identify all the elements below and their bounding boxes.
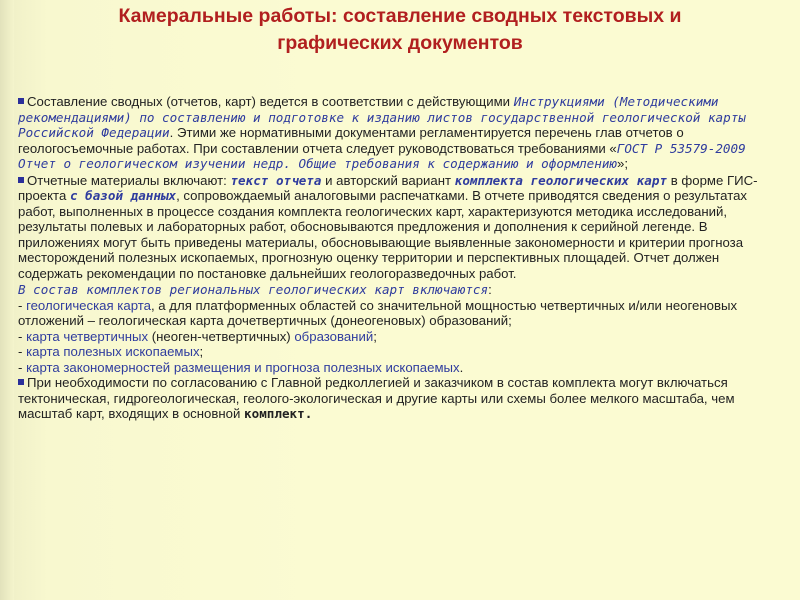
p1-instructions-ref: Инструкциями (Методическими рекомендациями) по составлению и подготовке к изданию листов государственной геологической карты Российской Федерации [18, 94, 746, 140]
p4-text-a: При необходимости по согласованию с Главной редколлегией и заказчиком в состав комплекта могут включаться тектоническая, гидрогеологическая, геолого-экологическая и другие карты или схемы более мелкого масштаба, чем масштаб карт, входящих в основной [18, 375, 735, 421]
list-item-minerals-map [18, 344, 780, 360]
p1-gost-ref: ГОСТ Р 53579-2009 Отчет о геологическом изучении недр. Общие требования к содержанию и оформлению [18, 140, 746, 171]
p3-item3-end: ; [199, 344, 204, 359]
p3-item2-c: образований [294, 328, 374, 344]
square-bullet-icon [18, 379, 24, 385]
p2-text-g: , сопровождаемый аналоговыми распечатками. В отчете приводятся сведения о результатах работ, выполненных в процессе создания комплекта геологических карт, характеризуются методика исследований, результаты полевых и лабораторных работ, обосновываются предложения и дополнения к серийной легенде. В приложениях могут быть приведены материалы, обосновывающие выявленные закономерности и критерии прогноза месторождений полезных ископаемых, прогнозную оценку территории и перспективных площадей. Отчет должен содержать рекомендации по постановке дальнейших геологоразведочных работ. [18, 188, 748, 281]
square-bullet-icon [18, 98, 24, 104]
p3-item3: карта полезных ископаемых [26, 344, 200, 359]
p1-text-c: . Этими же нормативными документами регламентируется перечень глав отчетов о геологосъемочные работах. При составлении отчета следует руководствоваться требованиями « [18, 125, 684, 156]
left-decorative-band [0, 0, 14, 600]
title-line-1: Камеральные работы: составление сводных текстовых и [118, 5, 682, 27]
p2-text-a: Отчетные материалы включают: [27, 172, 231, 188]
paragraph-additional-maps [18, 375, 780, 422]
dash-marker: - [18, 297, 27, 313]
p1-text-e: »; [616, 156, 628, 171]
dash-marker: - [18, 359, 27, 375]
p3-item2-d: ; [373, 328, 377, 344]
p3-intro-end: : [488, 282, 492, 297]
list-item-forecast-map [18, 360, 780, 376]
dash-marker: - [18, 344, 27, 359]
p4-text-b: комплект. [244, 406, 313, 421]
p3-item2-a: карта четвертичных [26, 328, 149, 344]
p2-report-text: текст отчета [230, 172, 322, 188]
dash-marker: - [18, 328, 27, 344]
p2-text-c: и авторский вариант [321, 172, 455, 188]
p3-intro: В состав комплектов региональных геологических карт включаются [18, 282, 489, 297]
p1-text-a: Составление сводных (отчетов, карт) ведется в соответствии с действующими [27, 94, 511, 109]
paragraph-report-materials [18, 173, 780, 282]
slide-body [18, 94, 780, 423]
p3-item4: карта закономерностей размещения и прогноза полезных ископаемых [26, 359, 460, 375]
title-line-2: графических документов [277, 32, 523, 54]
p3-item1-rest: , а для платформенных областей со значительной мощностью четвертичных и/или неогеновых отложений – геологическая карта дочетвертичных (донеогеновых) образований; [18, 297, 738, 328]
slide-title [60, 3, 740, 57]
list-item-geological-map [18, 298, 780, 329]
paragraph-standards [18, 94, 780, 172]
p3-item4-end: . [459, 359, 464, 375]
p3-item2-b: (неоген-четвертичных) [148, 328, 295, 344]
p2-text-e: в форме ГИС-проекта [18, 172, 758, 203]
paragraph-map-set-intro [18, 282, 780, 298]
list-item-quaternary-map [18, 329, 780, 345]
p2-map-set: комплекта геологических карт [454, 172, 668, 188]
p2-database: с базой данных [69, 188, 177, 203]
p3-item1-label: геологическая карта [26, 297, 151, 313]
square-bullet-icon [18, 177, 24, 183]
